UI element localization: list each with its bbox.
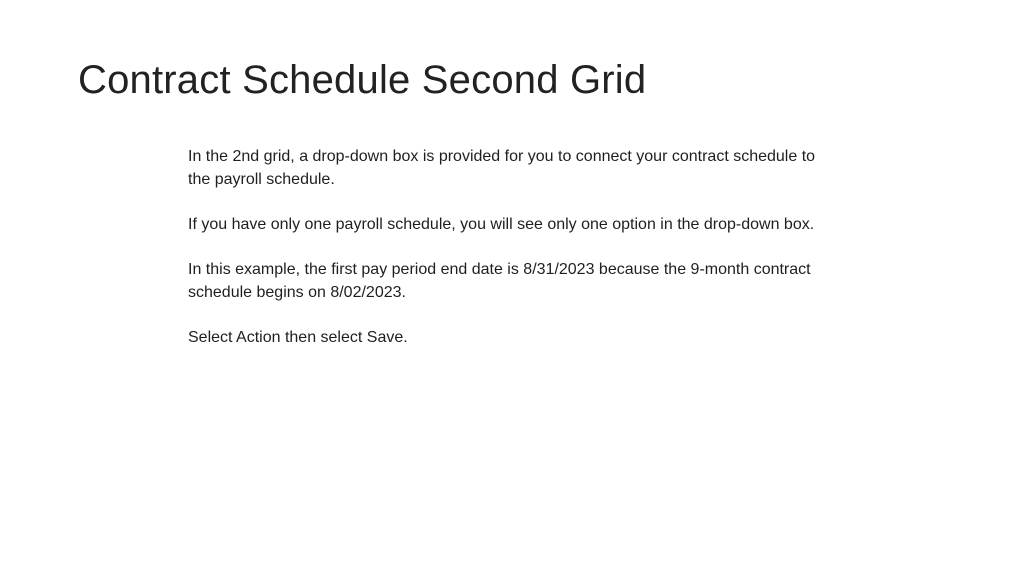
paragraph-action-save: Select Action then select Save. bbox=[188, 329, 408, 346]
paragraph-single-schedule: If you have only one payroll schedule, you will see only one option in the drop-down box. bbox=[188, 216, 815, 233]
slide-title: Contract Schedule Second Grid bbox=[78, 58, 647, 102]
paragraph-dropdown-intro: In the 2nd grid, a drop-down box is provided for you to connect your contract schedule to the payroll schedule. bbox=[188, 148, 816, 188]
slide-body bbox=[188, 145, 828, 371]
paragraph-example-date: In this example, the first pay period end date is 8/31/2023 because the 9-month contract schedule begins on 8/02/2023. bbox=[188, 261, 811, 301]
